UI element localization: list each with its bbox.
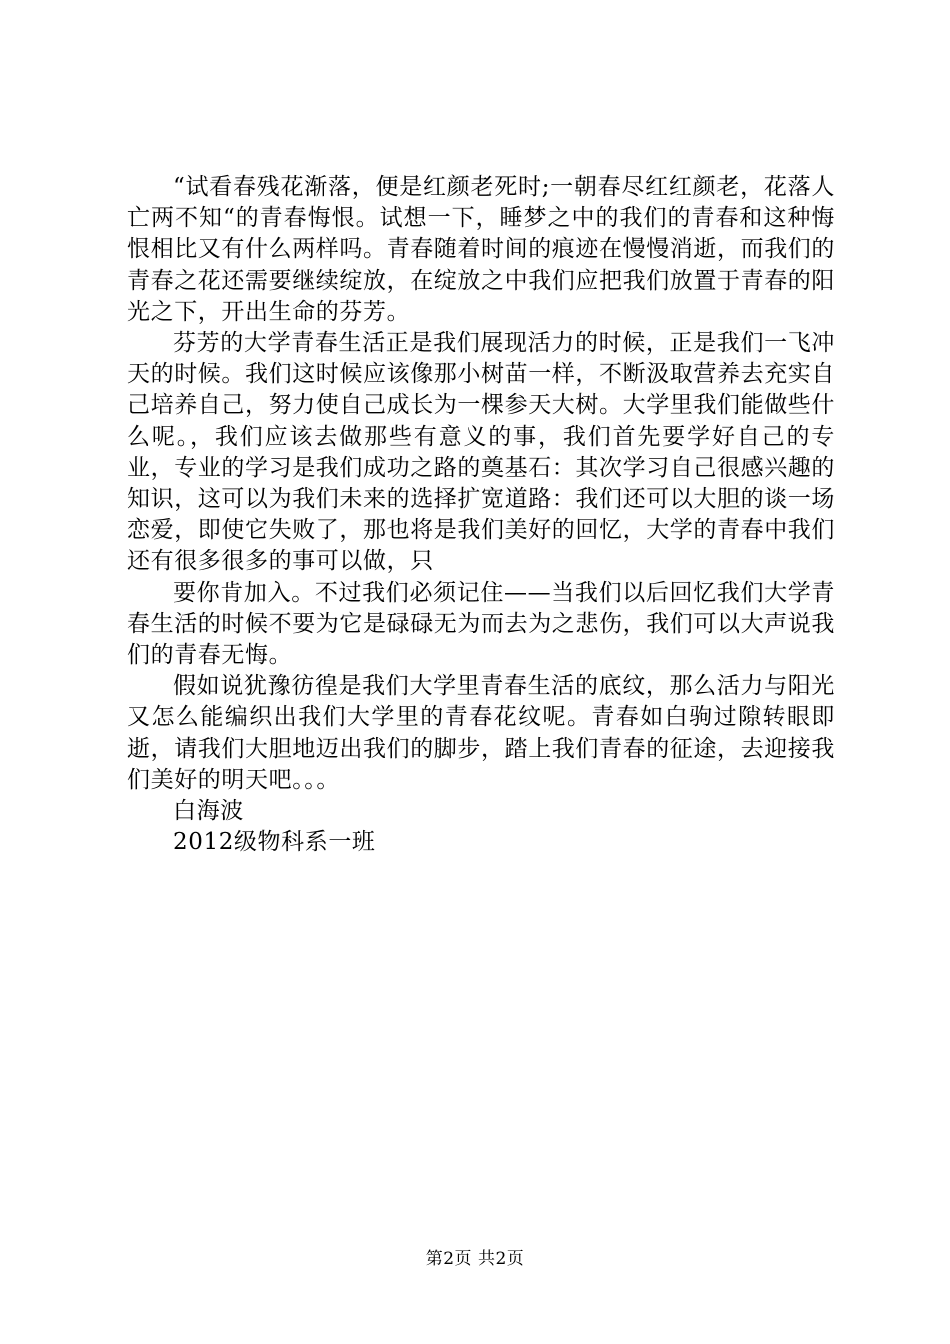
paragraph-2: 芬芳的大学青春生活正是我们展现活力的时候，正是我们一飞冲天的时候。我们这时候应该像那小树苗一样，不断汲取营养去充实自己培养自己，努力使自己成长为一棵参天大树。大学里我们能做些什么呢。，我们应该去做那些有意义的事，我们首先要学好自己的专业，专业的学习是我们成功之路的奠基石：其次学习自己很感兴趣的知识，这可以为我们未来的选择扩宽道路：我们还可以大胆的谈一场恋爱，即使它失败了，那也将是我们美好的回忆，大学的青春中我们还有很多很多的事可以做，只 bbox=[127, 330, 835, 575]
document-body bbox=[127, 172, 835, 858]
author-name: 白海波 bbox=[173, 798, 244, 825]
author-affiliation: 2012级物科系一班 bbox=[173, 829, 376, 856]
paragraph-4: 假如说犹豫彷徨是我们大学里青春生活的底纹，那么活力与阳光又怎么能编织出我们大学里的青春花纹呢。青春如白驹过隙转眼即逝，请我们大胆地迈出我们的脚步，踏上我们青春的征途，去迎接我们美好的明天吧。。。 bbox=[127, 673, 835, 793]
paragraph-1: “试看春残花渐落，便是红颜老死时;一朝春尽红红颜老，花落人亡两不知“的青春悔恨。试想一下，睡梦之中的我们的青春和这种悔恨相比又有什么两样吗。青春随着时间的痕迹在慢慢消逝，而我们的青春之花还需要继续绽放，在绽放之中我们应把我们放置于青春的阳光之下，开出生命的芬芳。 bbox=[127, 174, 835, 325]
page-number-footer: 第2页 共2页 bbox=[425, 1249, 525, 1269]
paragraph-3: 要你肯加入。不过我们必须记住——当我们以后回忆我们大学青春生活的时候不要为它是碌碌无为而去为之悲伤，我们可以大声说我们的青春无悔。 bbox=[127, 579, 835, 669]
